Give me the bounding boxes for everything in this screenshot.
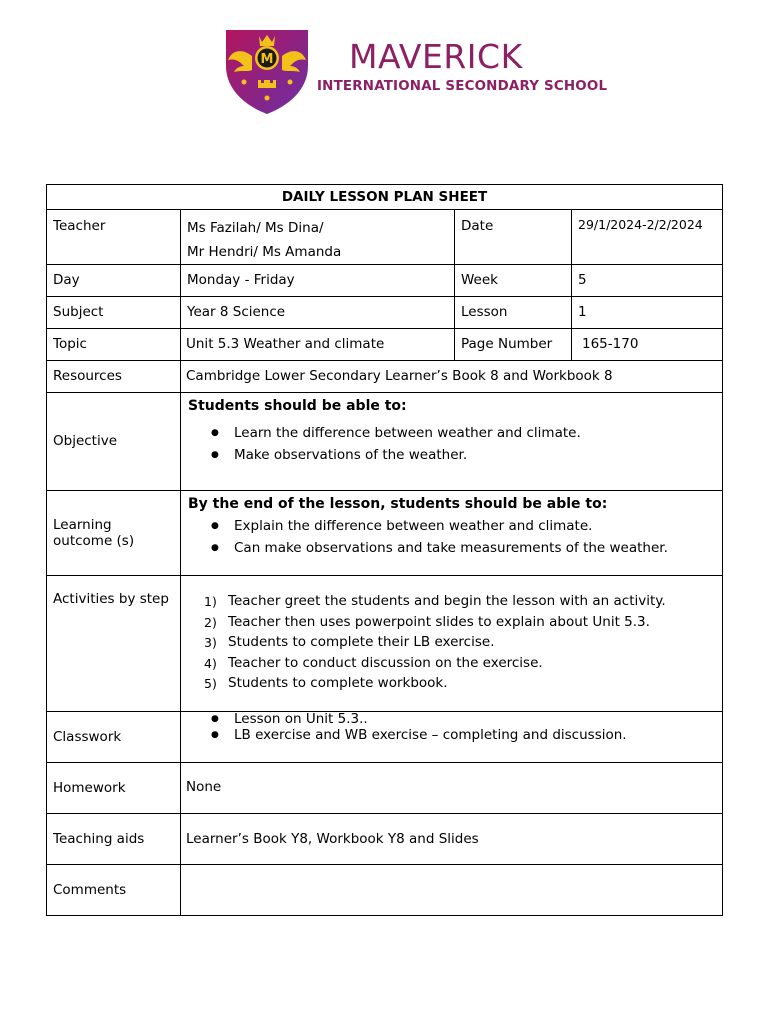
crest-letter: M xyxy=(260,52,274,67)
teacher-line-1: Ms Fazilah/ Ms Dina/ xyxy=(187,220,324,236)
date-label: Date xyxy=(455,210,572,265)
objective-item: ● Make observations of the weather. xyxy=(234,444,716,466)
title-row xyxy=(47,185,723,210)
topic-label: Topic xyxy=(47,329,181,361)
classwork-list xyxy=(187,711,716,743)
classwork-row xyxy=(47,712,723,763)
resources-value: Cambridge Lower Secondary Learner’s Book 8 and Workbook 8 xyxy=(181,361,723,393)
classwork-item: ● LB exercise and WB exercise – completing and discussion. xyxy=(234,727,716,743)
activity-text: Teacher then uses powerpoint slides to explain about Unit 5.3. xyxy=(228,613,650,630)
outcome-heading: By the end of the lesson, students should be able to: xyxy=(188,496,608,512)
day-label: Day xyxy=(47,265,181,297)
activity-text: Students to complete workbook. xyxy=(228,675,448,692)
day-value: Monday - Friday xyxy=(181,265,455,297)
lesson-value: 1 xyxy=(572,297,723,329)
resources-row xyxy=(47,361,723,393)
objective-label: Objective xyxy=(47,393,181,491)
activity-text: Teacher greet the students and begin the lesson with an activity. xyxy=(228,593,666,610)
school-crest-logo xyxy=(222,26,312,116)
comments-label: Comments xyxy=(47,865,181,916)
page-number-label: Page Number xyxy=(455,329,572,361)
objective-item: ● Learn the difference between weather and climate. xyxy=(234,422,716,444)
activity-step xyxy=(187,674,716,693)
objective-row xyxy=(47,393,723,491)
resources-label: Resources xyxy=(47,361,181,393)
homework-value: None xyxy=(181,763,723,814)
activities-cell xyxy=(181,576,723,712)
objective-cell xyxy=(181,393,723,491)
objective-heading: Students should be able to: xyxy=(188,398,407,414)
activity-number: 5) xyxy=(204,676,217,692)
school-name: MAVERICK xyxy=(349,37,523,76)
week-value: 5 xyxy=(572,265,723,297)
activities-row xyxy=(47,576,723,712)
activities-list xyxy=(187,592,716,693)
classwork-label: Classwork xyxy=(47,712,181,763)
outcome-cell xyxy=(181,491,723,576)
classwork-cell xyxy=(181,712,723,763)
teacher-label: Teacher xyxy=(47,210,181,265)
activity-step xyxy=(187,613,716,632)
school-header xyxy=(222,26,608,118)
activity-step xyxy=(187,654,716,673)
teacher-line-2: Mr Hendri/ Ms Amanda xyxy=(187,244,342,260)
activity-step xyxy=(187,633,716,652)
teaching-aids-row xyxy=(47,814,723,865)
homework-row xyxy=(47,763,723,814)
sheet-title: DAILY LESSON PLAN SHEET xyxy=(47,185,723,210)
teacher-row xyxy=(47,210,723,265)
outcome-item: ● Can make observations and take measurements of the weather. xyxy=(234,537,716,559)
week-label: Week xyxy=(455,265,572,297)
activity-text: Students to complete their LB exercise. xyxy=(228,634,495,651)
teaching-aids-label: Teaching aids xyxy=(47,814,181,865)
outcome-row xyxy=(47,491,723,576)
page-number-value: 165-170 xyxy=(572,329,723,361)
day-row xyxy=(47,265,723,297)
activity-text: Teacher to conduct discussion on the exercise. xyxy=(228,654,543,671)
activity-number: 4) xyxy=(204,655,217,671)
activity-number: 1) xyxy=(204,594,217,610)
objective-list xyxy=(187,422,716,466)
subject-row xyxy=(47,297,723,329)
teaching-aids-value: Learner’s Book Y8, Workbook Y8 and Slides xyxy=(181,814,723,865)
school-subtitle: INTERNATIONAL SECONDARY SCHOOL xyxy=(317,79,608,94)
topic-row xyxy=(47,329,723,361)
homework-label: Homework xyxy=(47,763,181,814)
topic-value: Unit 5.3 Weather and climate xyxy=(181,329,455,361)
activity-number: 2) xyxy=(204,614,217,630)
lesson-plan-table xyxy=(46,184,723,916)
activities-label: Activities by step xyxy=(47,576,181,712)
subject-label: Subject xyxy=(47,297,181,329)
classwork-item: ● Lesson on Unit 5.3.. xyxy=(234,711,716,727)
subject-value: Year 8 Science xyxy=(181,297,455,329)
outcome-list xyxy=(187,515,716,559)
comments-value xyxy=(181,865,723,916)
outcome-label: Learning outcome (s) xyxy=(47,491,181,576)
outcome-item: ● Explain the difference between weather and climate. xyxy=(234,515,716,537)
lesson-label: Lesson xyxy=(455,297,572,329)
activity-step xyxy=(187,592,716,611)
activity-number: 3) xyxy=(204,635,217,651)
comments-row xyxy=(47,865,723,916)
date-value: 29/1/2024-2/2/2024 xyxy=(572,210,723,265)
teacher-value xyxy=(181,210,455,265)
